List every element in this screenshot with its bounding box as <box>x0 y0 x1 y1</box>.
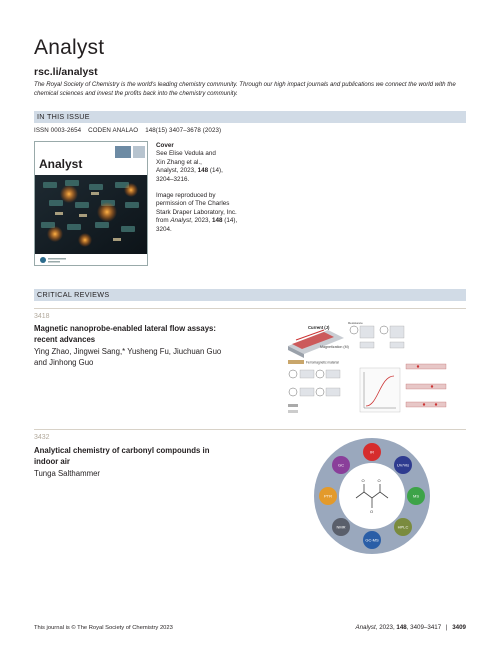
method-label: GC-MS <box>365 537 379 543</box>
cover-journal-title: Analyst <box>39 157 83 171</box>
article-page-number: 3432 <box>34 434 50 441</box>
section-heading-in-this-issue: IN THIS ISSUE <box>34 111 466 123</box>
cover-credit-2: permission of The Charles <box>156 200 230 208</box>
coden: CODEN ANALAO <box>88 127 139 134</box>
method-label: UV/Vis <box>396 462 410 468</box>
section-heading-critical-reviews: CRITICAL REVIEWS <box>34 289 466 301</box>
journal-description: The Royal Society of Chemistry is the world's leading chemistry community. Through our high impact journals and publications we connect the world with the chemical sciences and invest the profits back into the chemistry community. <box>34 81 456 97</box>
page-number: 3409 <box>452 624 466 631</box>
article-divider <box>34 308 466 309</box>
cover-credit-5: 3204. <box>156 225 172 233</box>
article-title[interactable]: Analytical chemistry of carbonyl compounds in indoor air <box>34 446 210 466</box>
cover-label: Cover <box>156 142 174 149</box>
method-label: IR <box>370 449 374 455</box>
method-label: PTR <box>324 493 332 499</box>
cover-see-authors: Xin Zhang et al., <box>156 158 202 166</box>
cover-reference-pages: 3204–3216. <box>156 175 190 183</box>
footer-citation: Analyst, 2023, 148, 3409–3417 | 3409 <box>355 624 466 631</box>
method-label: MS <box>413 493 419 499</box>
cover-credit-3: Stark Draper Laboratory, Inc. <box>156 208 237 216</box>
journal-url[interactable]: rsc.li/analyst <box>34 66 98 78</box>
article-figure-carbonyl-methods <box>312 436 432 556</box>
article-divider <box>34 429 466 430</box>
svg-text:O: O <box>361 478 365 483</box>
volume-info: 148(15) 3407–3678 (2023) <box>145 127 222 134</box>
footer-copyright: This journal is © The Royal Society of Chemistry 2023 <box>34 625 173 631</box>
cover-credit-1: Image reproduced by <box>156 192 216 200</box>
article-page-number: 3418 <box>34 313 50 320</box>
issn-line <box>34 127 228 134</box>
figure-label-magnetization: Magnetization (M) <box>320 345 349 349</box>
cover-reference: Analyst, 2023, 148 (14), <box>156 167 223 175</box>
figure-label-current: Current (J) <box>308 325 330 330</box>
figure-label-ferromagnetic: Ferromagnetic material <box>306 360 339 365</box>
cover-details <box>156 142 266 234</box>
cover-art <box>35 142 148 266</box>
cover-credit-4: from Analyst, 2023, 148 (14), <box>156 217 238 225</box>
article-authors: Tunga Salthammer <box>34 469 101 478</box>
method-label: HPLC <box>397 524 409 530</box>
issn: ISSN 0003-2654 <box>34 127 82 134</box>
article-figure-magnetic-lfa <box>284 320 454 418</box>
figure-label-resistance: Resistance <box>348 321 363 325</box>
cover-see: See Elise Vedula and <box>156 150 216 158</box>
cover-image <box>34 141 148 266</box>
article-authors: Ying Zhao, Jingwei Sang,* Yusheng Fu, Jiuchuan Guo and Jinhong Guo <box>34 347 222 367</box>
method-label: NMR <box>336 524 346 530</box>
journal-title: Analyst <box>34 36 105 59</box>
svg-text:O: O <box>377 478 381 483</box>
svg-text:O: O <box>370 509 374 514</box>
article-title[interactable]: Magnetic nanoprobe-enabled lateral flow assays: recent advances <box>34 324 216 344</box>
method-label: GC <box>338 462 344 468</box>
